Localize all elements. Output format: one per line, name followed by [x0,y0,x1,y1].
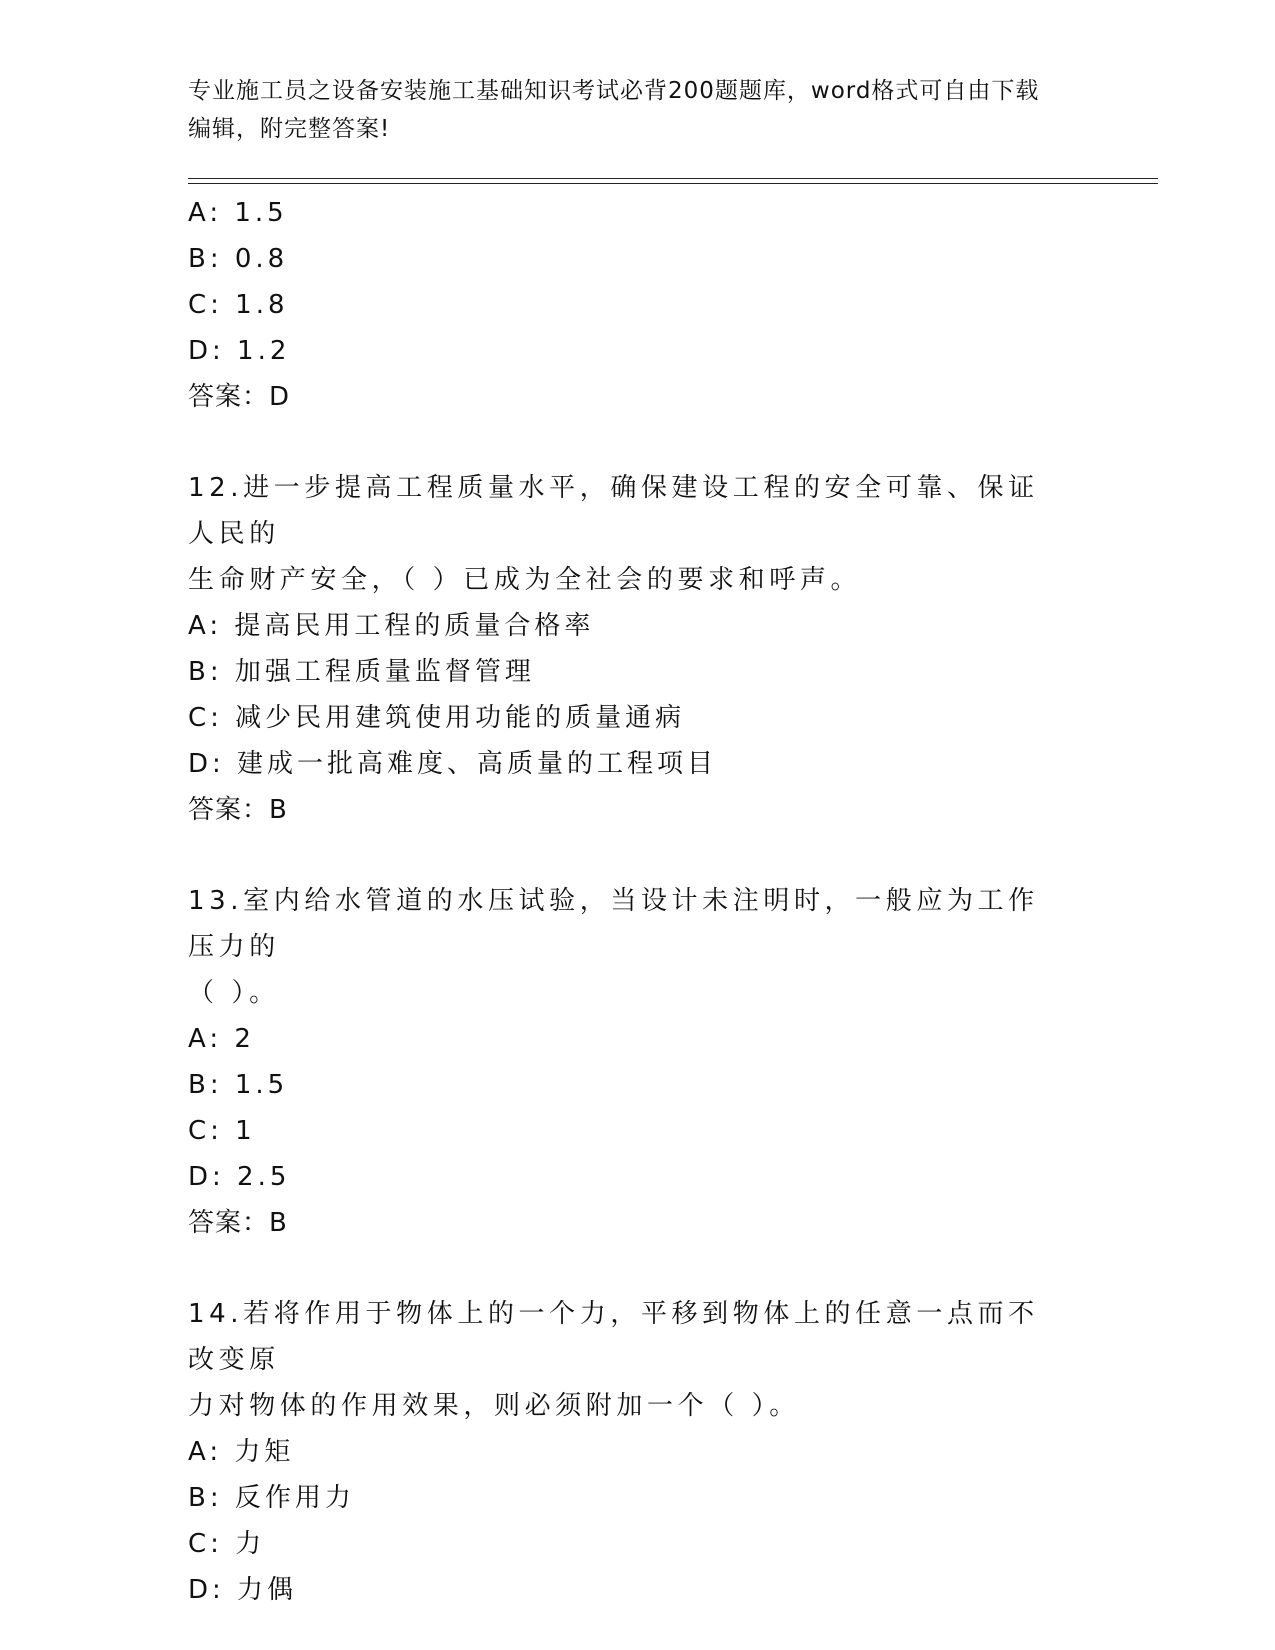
question-text-line-2: 生命财产安全，（ ）已成为全社会的要求和呼声。 [188,565,862,595]
question-text-line-2: 力对物体的作用效果，则必须附加一个（ ）。 [188,1391,800,1421]
question-text [188,878,1068,1016]
question-text-line-1: 14.若将作用于物体上的一个力，平移到物体上的任意一点而不改变原 [188,1299,1039,1375]
document-header [188,72,1068,148]
option-a: A: 2 [188,1024,255,1054]
question-13 [188,878,1088,1246]
question-14 [188,1291,1088,1613]
header-divider-bottom [188,183,1158,184]
option-c: C: 减少民用建筑使用功能的质量通病 [188,703,686,733]
option-b: B: 加强工程质量监督管理 [188,657,535,687]
option-b: B: 1.5 [188,1070,289,1100]
option-b: B: 反作用力 [188,1483,355,1513]
header-title-line-2: 编辑，附完整答案! [188,116,391,142]
option-c: C: 1.8 [188,290,289,320]
answer: 答案：B [188,1208,288,1238]
question-text-line-1: 12.进一步提高工程质量水平，确保建设工程的安全可靠、保证人民的 [188,473,1039,549]
option-b: B: 0.8 [188,244,289,274]
option-d: D: 2.5 [188,1162,291,1192]
question-12 [188,465,1088,833]
option-d: D: 1.2 [188,336,291,366]
option-c: C: 力 [188,1529,266,1559]
option-a: A: 1.5 [188,198,288,228]
option-d: D: 建成一批高难度、高质量的工程项目 [188,749,718,779]
question-list [188,190,1088,1613]
option-d: D: 力偶 [188,1575,298,1605]
question-text [188,1291,1068,1429]
question-text [188,465,1068,603]
option-a: A: 提高民用工程的质量合格率 [188,611,595,641]
question-text-line-1: 13.室内给水管道的水压试验，当设计未注明时，一般应为工作压力的 [188,886,1039,962]
answer: 答案：B [188,795,288,825]
header-divider-top [188,178,1158,179]
answer: 答案：D [188,382,291,412]
option-a: A: 力矩 [188,1437,295,1467]
option-c: C: 1 [188,1116,256,1146]
question-text-line-2: （ ）。 [188,978,280,1008]
question-11 [188,190,1088,420]
header-title-line-1: 专业施工员之设备安装施工基础知识考试必背200题题库，word格式可自由下载 [188,78,1040,104]
